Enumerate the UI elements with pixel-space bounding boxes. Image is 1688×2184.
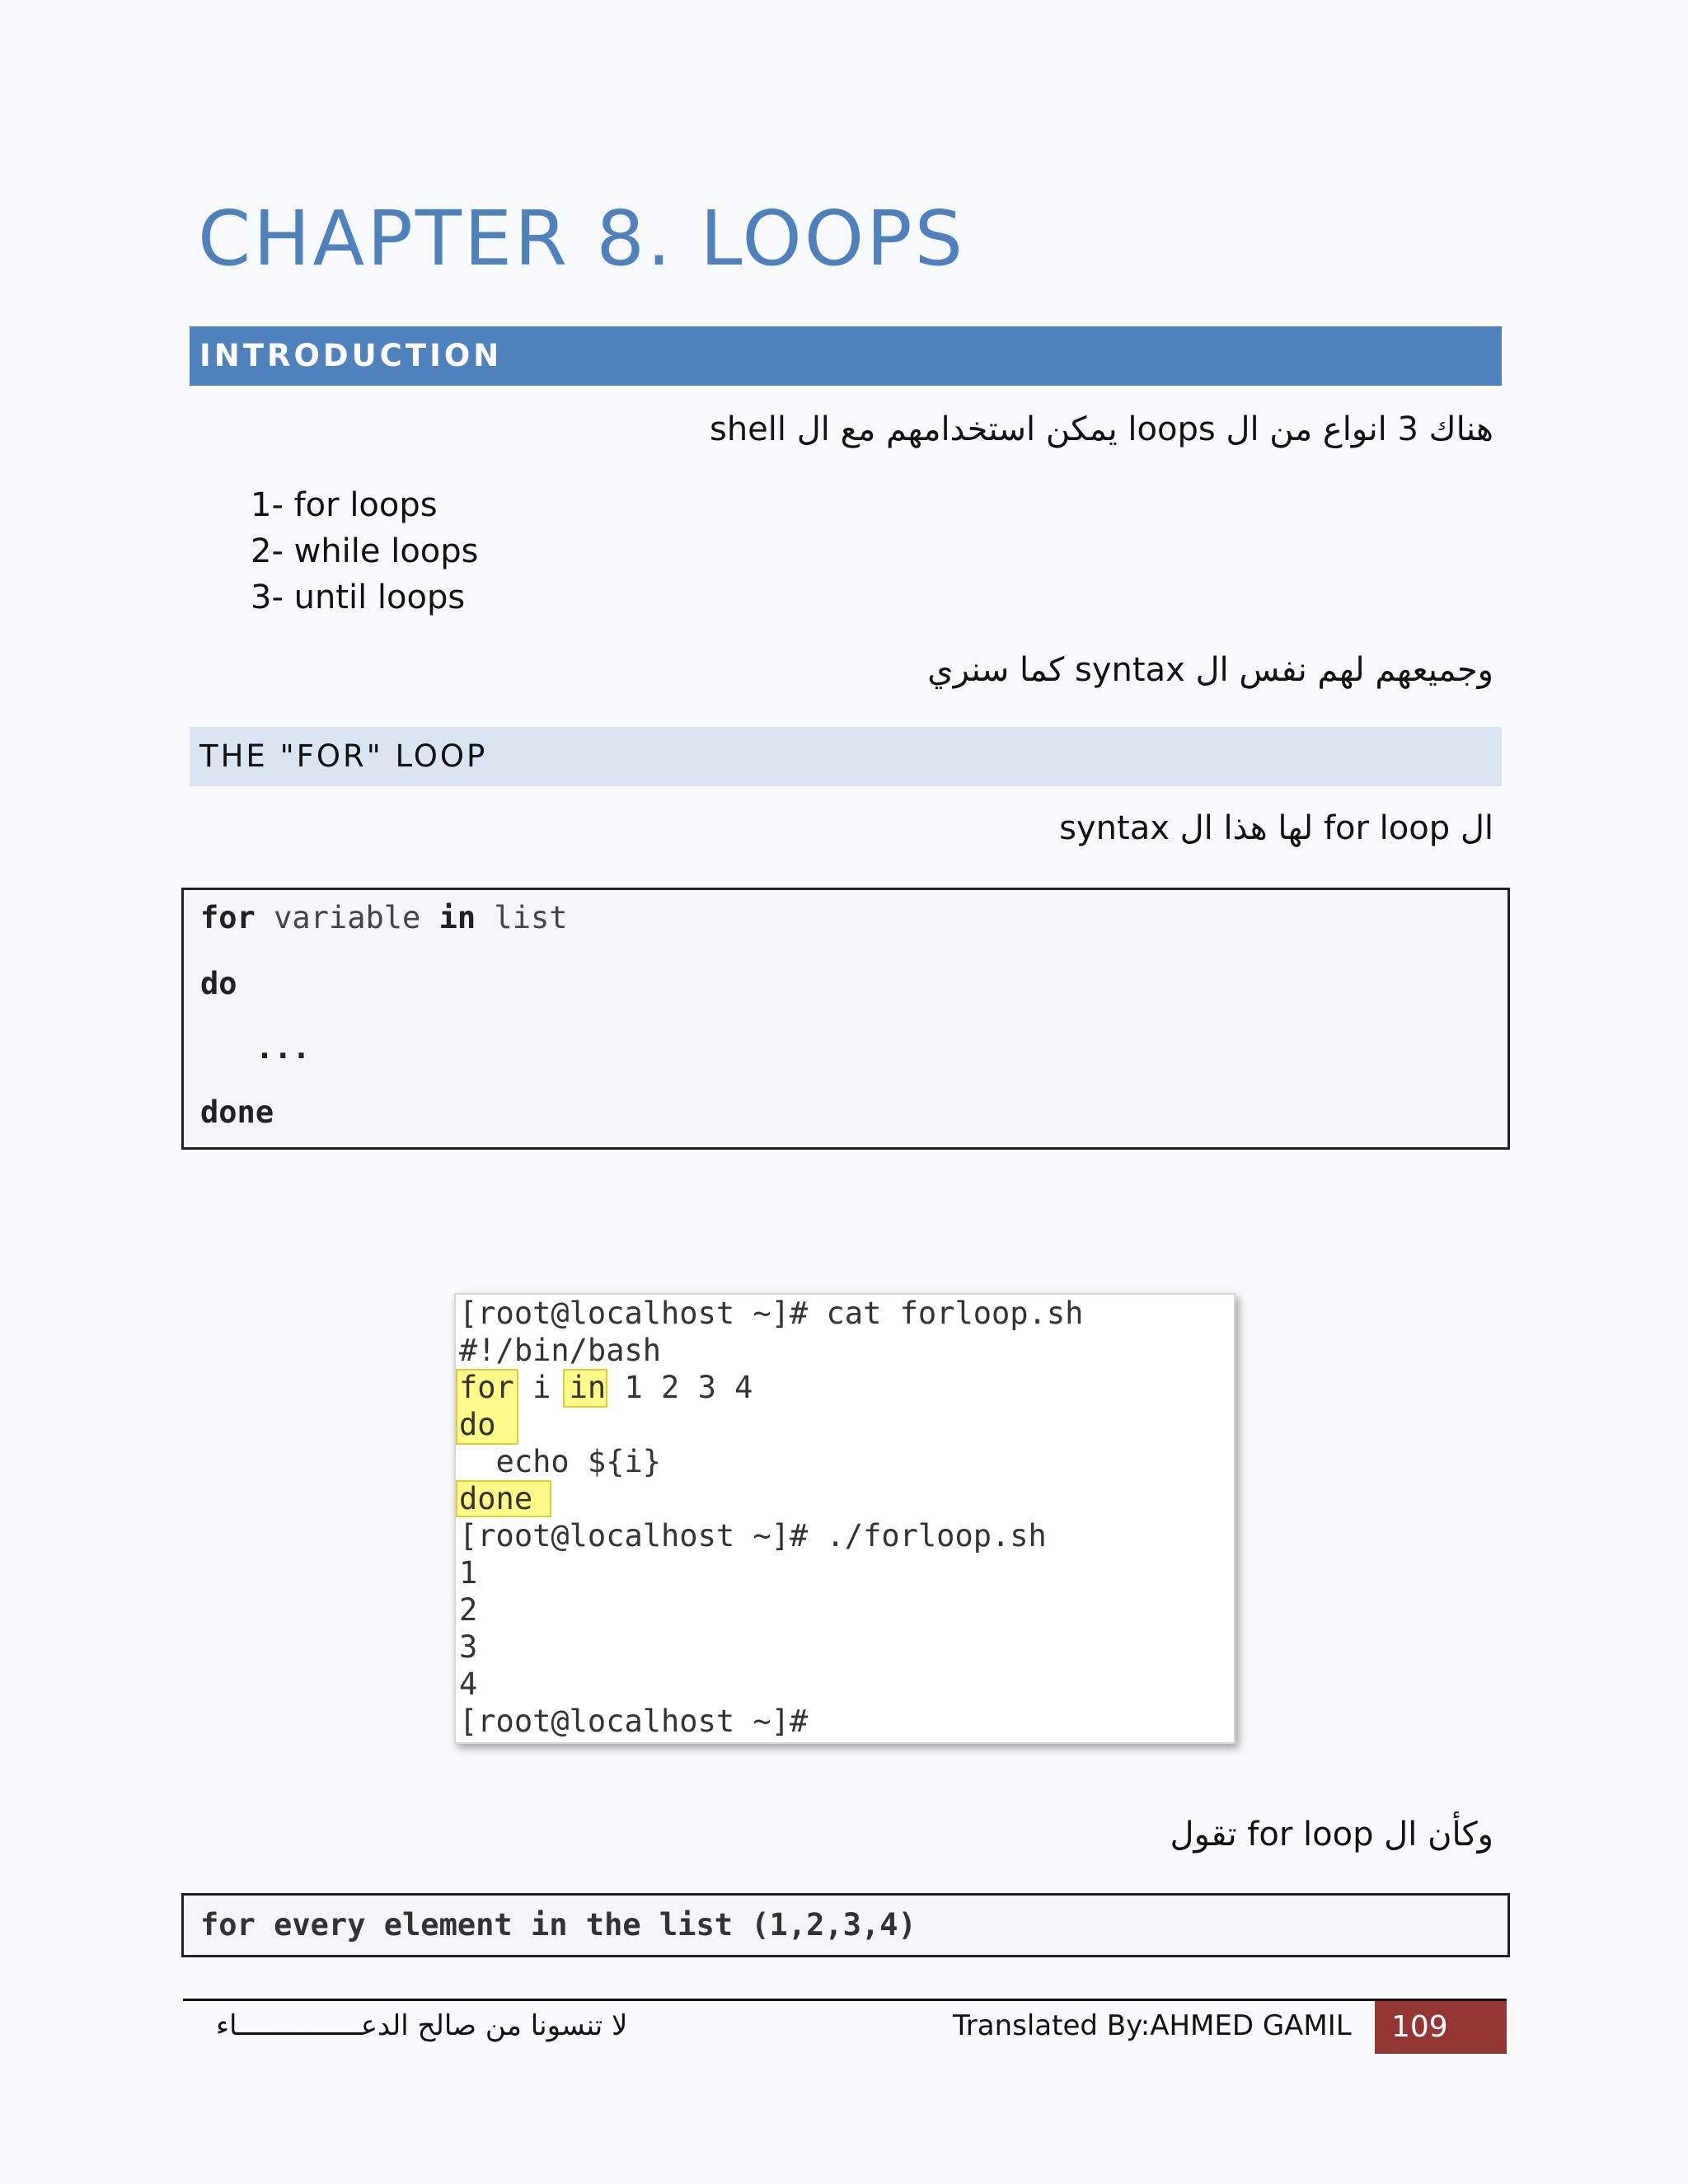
terminal-screenshot (454, 1293, 1236, 1744)
arabic-same-syntax-text: وجميعهم لهم نفس ال syntax كما سنري (927, 651, 1493, 689)
terminal-line: 4 (459, 1666, 478, 1702)
loop-types-list (251, 482, 479, 621)
terminal-keyword-in: in (569, 1370, 607, 1405)
terminal-line: 1 (459, 1555, 478, 1591)
terminal-line: done (459, 1481, 533, 1516)
terminal-line: 2 (459, 1592, 478, 1628)
keyword-in: in (438, 900, 476, 935)
page-number: 109 (1375, 2001, 1507, 2054)
terminal-line: [root@localhost ~]# cat forloop.sh (459, 1296, 1084, 1331)
keyword-for: for (200, 900, 256, 935)
terminal-values: 1 2 3 4 (606, 1370, 753, 1405)
footer-arabic-text: لا تنسونا من صالح الدعـــــــــــــــاء (216, 2009, 628, 2042)
chapter-title: CHAPTER 8. LOOPS (198, 194, 966, 283)
section-heading-introduction: INTRODUCTION (190, 326, 1502, 386)
arabic-intro-text: هناك 3 انواع من ال loops يمكن استخدامهم مع ال shell (709, 410, 1493, 448)
footer-translator: Translated By:AHMED GAMIL (953, 2009, 1352, 2042)
code-ellipsis: ... (200, 1030, 311, 1066)
terminal-line: #!/bin/bash (459, 1333, 662, 1368)
every-element-code-block: for every element in the list (1,2,3,4) (181, 1893, 1510, 1957)
syntax-code-block (181, 888, 1510, 1150)
terminal-var: i (513, 1370, 570, 1405)
terminal-line: 3 (459, 1629, 478, 1665)
terminal-line: [root@localhost ~]# (459, 1704, 809, 1739)
footer-divider (183, 1999, 1507, 2001)
code-variable: variable (255, 900, 439, 935)
keyword-do: do (200, 966, 237, 1001)
keyword-done: done (200, 1094, 274, 1130)
code-line (200, 900, 568, 935)
list-item: 2- while loops (251, 532, 479, 570)
arabic-as-if-text: وكأن ال for loop تقول (1170, 1816, 1493, 1854)
terminal-keyword-for: for (459, 1370, 514, 1405)
list-item: 1- for loops (251, 486, 438, 524)
terminal-line (459, 1369, 753, 1406)
terminal-line: echo ${i} (459, 1444, 662, 1479)
list-item: 3- until loops (251, 579, 466, 616)
terminal-line: do (459, 1407, 496, 1442)
code-list: list (476, 900, 568, 935)
terminal-line: [root@localhost ~]# ./forloop.sh (459, 1518, 1047, 1554)
section-heading-for-loop: THE "FOR" LOOP (190, 727, 1502, 786)
arabic-syntax-intro: ال for loop لها هذا ال syntax (1059, 809, 1493, 847)
